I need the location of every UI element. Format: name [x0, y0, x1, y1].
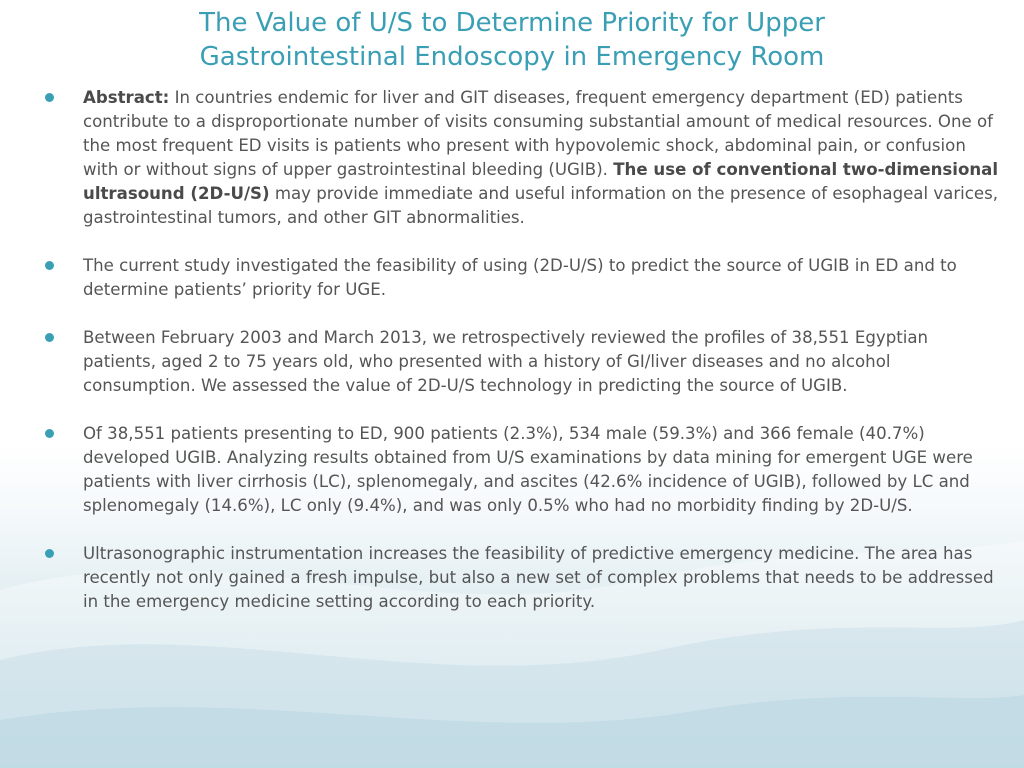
- slide-title-line-1: The Value of U/S to Determine Priority for Upper: [199, 8, 825, 38]
- bullet-list: [43, 86, 1003, 638]
- abstract-highlight: The use of conventional two-dimensional ultrasound (2D-U/S): [83, 160, 999, 203]
- bullet-results: [43, 422, 1003, 518]
- bullet-study-aim: [43, 254, 1003, 302]
- bullet-methods: [43, 326, 1003, 398]
- bullet-dot-icon: [45, 549, 54, 558]
- abstract-text-part-1: In countries endemic for liver and GIT diseases, frequent emergency department (ED) patients contribute to a disproportionate number of visits consuming substantial amount of medical resources. One of the most frequent ED visits is patients who present with hypovolemic shock, abdominal pain, or confusion with or without signs of upper gastrointestinal bleeding (UGIB).: [83, 88, 993, 179]
- bullet-text: Between February 2003 and March 2013, we retrospectively reviewed the profiles of 38,551 Egyptian patients, aged 2 to 75 years old, who presented with a history of GI/liver diseases and no alcohol consumption. We assessed the value of 2D-U/S technology in predicting the source of UGIB.: [83, 328, 929, 395]
- bullet-dot-icon: [45, 333, 54, 342]
- bullet-text: [83, 86, 1003, 230]
- bullet-conclusion: [43, 542, 1003, 614]
- bullet-dot-icon: [45, 93, 54, 102]
- abstract-label: Abstract:: [83, 88, 170, 107]
- slide-title: [80, 6, 944, 74]
- bullet-text: The current study investigated the feasibility of using (2D-U/S) to predict the source of UGIB in ED and to determine patients’ priority for UGE.: [83, 256, 957, 299]
- bullet-dot-icon: [45, 429, 54, 438]
- bullet-text: Of 38,551 patients presenting to ED, 900 patients (2.3%), 534 male (59.3%) and 366 female (40.7%) developed UGIB. Analyzing results obtained from U/S examinations by data mining for emergent UGE were patients with liver cirrhosis (LC), splenomegaly, and ascites (42.6% incidence of UGIB), followed by LC and splenomegaly (14.6%), LC only (9.4%), and was only 0.5% who had no morbidity finding by 2D-U/S.: [83, 424, 973, 515]
- bullet-text: Ultrasonographic instrumentation increases the feasibility of predictive emergency medicine. The area has recently not only gained a fresh impulse, but also a new set of complex problems that needs to be addressed in the emergency medicine setting according to each priority.: [83, 544, 994, 611]
- slide-title-line-2: Gastrointestinal Endoscopy in Emergency Room: [199, 42, 825, 72]
- bullet-dot-icon: [45, 261, 54, 270]
- abstract-text-part-2: may provide immediate and useful information on the presence of esophageal varices, gastrointestinal tumors, and other GIT abnormalities.: [83, 184, 999, 227]
- bullet-abstract: [43, 86, 1003, 230]
